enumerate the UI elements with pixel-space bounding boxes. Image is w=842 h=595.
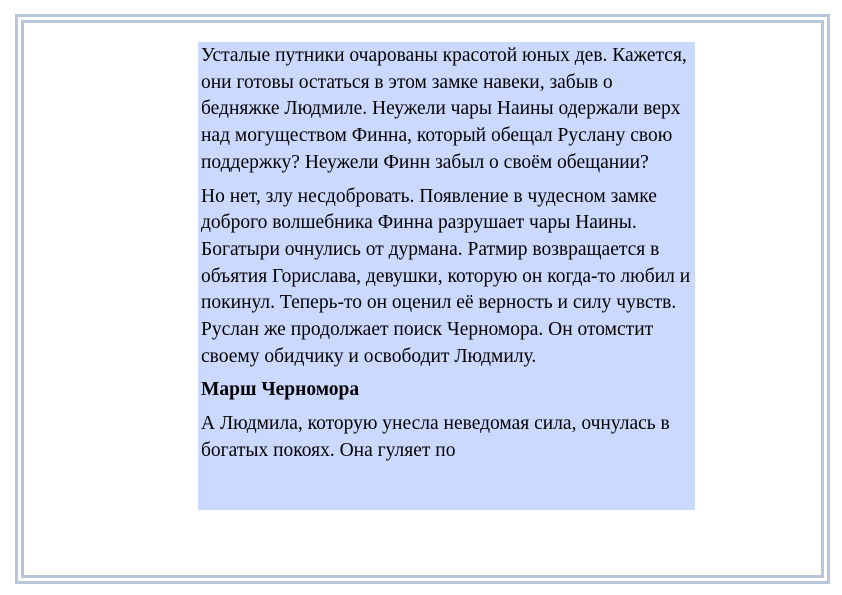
paragraph-2: Но нет, злу несдобровать. Появление в чудесном замке доброго волшебника Финна разрушает чары Наины. Богатыри очнулись от дурмана. Ратмир возвращается в объятия Горислава, девушки, которую он когда-то любил и покинул. Теперь-то он оценил её верность и силу чувств. Руслан же продолжает поиск Черномора. Он отомстит своему обидчику и освободит Людмилу. — [201, 185, 691, 367]
story-text-box — [198, 42, 695, 510]
paragraph-3: А Людмила, которую унесла неведомая сила, очнулась в богатых покоях. Она гуляет по — [201, 413, 670, 461]
section-heading: Марш Черномора — [201, 379, 360, 401]
paragraph-1: Усталые путники очарованы красотой юных дев. Кажется, они готовы остаться в этом замке навеки, забыв о бедняжке Людмиле. Неужели чары Наины одержали верх над могуществом Финна, который обещал Руслану свою поддержку? Неужели Финн забыл о своём обещании? — [201, 45, 687, 173]
